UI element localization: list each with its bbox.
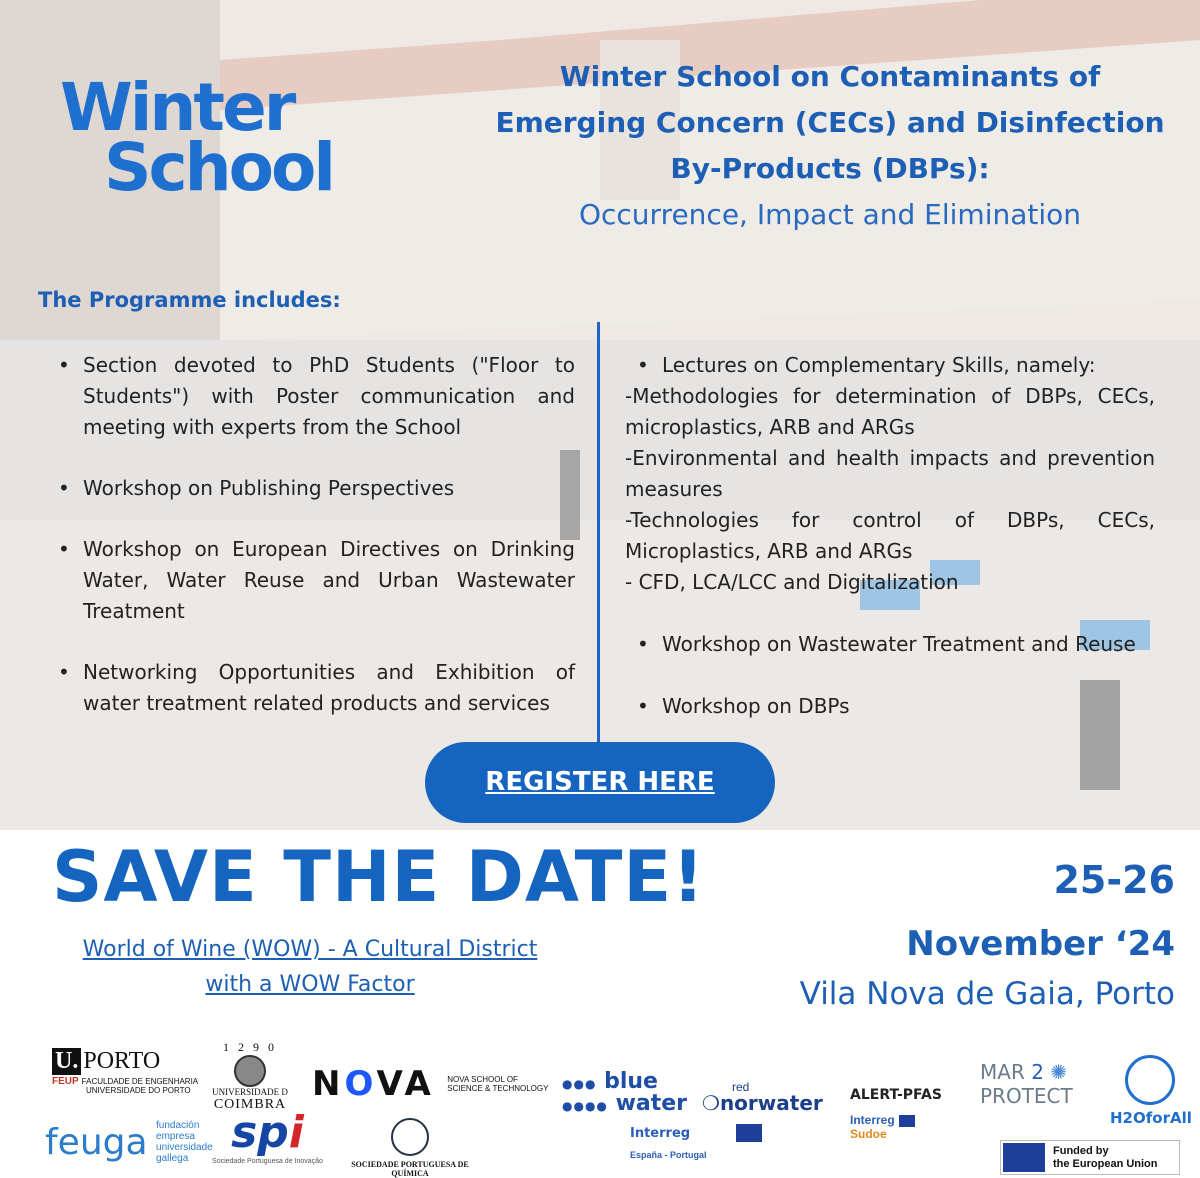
spi-sub: Sociedade Portuguesa de Inovação [212,1158,323,1165]
programme-item-text: Workshop on European Directives on Drinking Water, Water Reuse and Urban Wastewater Treatment [83,537,575,623]
skills-line: -Technologies for control of DBPs, CECs, Microplastics, ARB and ARGs [625,508,1155,563]
feup-mark: FEUP [52,1076,79,1087]
venue-link-line[interactable]: World of Wine (WOW) - A Cultural District [82,937,538,962]
skills-line: -Methodologies for determination of DBPs, CECs, microplastics, ARB and ARGs [625,384,1155,439]
title-line: By-Products (DBPs): [670,152,990,185]
programme-item [50,473,575,504]
event-month: November ‘24 [906,924,1175,964]
eu-funding-badge [1000,1140,1180,1175]
bluewater-l1: blue [604,1069,658,1094]
coimbra-logo [200,1040,300,1113]
mar2-mar: MAR [980,1060,1025,1084]
programme-item [50,350,575,443]
uporto-mark: U. [52,1048,81,1075]
programme-item-text: Workshop on DBPs [662,694,850,718]
alert-pfas-logo [850,1087,942,1141]
coimbra-years: 1 2 9 0 [223,1040,277,1054]
spacer [625,660,1155,691]
droplets-icon: ●●●● [562,1099,608,1113]
interreg-spain-portugal-logo [630,1124,762,1160]
venue-link-line[interactable]: with a WOW Factor [205,972,415,997]
interreg-region: España - Portugal [630,1150,707,1161]
mar2protect-logo [980,1060,1073,1108]
column-divider [597,322,600,742]
sparkle-icon: ✺ [1050,1060,1068,1084]
nova-n: N [312,1064,345,1104]
register-button[interactable]: REGISTER HERE [425,742,775,823]
uporto-logo [52,1048,202,1095]
event-dates [800,852,1175,1014]
feuga-logo [45,1120,213,1164]
alert-sudoe: Sudoe [850,1127,887,1141]
programme-item-text: Networking Opportunities and Exhibition of water treatment related products and services [83,660,575,715]
nova-sub1: NOVA SCHOOL OF [447,1075,518,1084]
bullet-icon: • [58,660,70,684]
eu-line2: the European Union [1053,1158,1158,1170]
h2oforall-logo [1110,1055,1190,1127]
spi-i: i [288,1107,304,1158]
spq-emblem-icon [391,1118,429,1156]
interreg-name: Interreg [630,1126,691,1142]
bullet-icon: • [58,353,70,377]
logo-word-winter: Winter [60,69,294,146]
spacer [625,598,1155,629]
skills-line: -Environmental and health impacts and prevention measures [625,446,1155,501]
bluewater-logo [562,1069,688,1116]
bullet-icon: • [58,476,70,500]
spq-logo [345,1118,475,1178]
bullet-icon: • [637,353,649,377]
spq-name: SOCIEDADE PORTUGUESA DE QUÍMICA [351,1160,469,1178]
norwater-logo [702,1080,823,1115]
feup-university: UNIVERSIDADE DO PORTO [86,1086,191,1095]
nova-logo [312,1064,552,1104]
feuga-line: universidade [156,1142,213,1153]
programme-item [625,350,1155,381]
programme-item [625,691,1155,722]
programme-item [625,629,1155,660]
save-the-date-heading: SAVE THE DATE! [52,836,706,918]
mar2-two: 2 [1031,1060,1044,1084]
programme-item-text: Workshop on Publishing Perspectives [83,476,455,500]
norwater-red: red [732,1080,750,1094]
coimbra-line1: UNIVERSIDADE D [212,1087,288,1097]
norwater-name: norwater [719,1091,823,1115]
coimbra-line2: COIMBRA [213,1097,287,1112]
event-location: Vila Nova de Gaia, Porto [799,976,1175,1012]
alert-interreg: Interreg [850,1113,895,1127]
feuga-line: gallega [156,1153,189,1164]
programme-item-text: Section devoted to PhD Students ("Floor to Students") with Poster communication and meeting with experts from the School [83,353,575,439]
droplets-icon: ●●● [562,1077,597,1091]
event-title [470,54,1190,238]
programme-item-text: Workshop on Wastewater Treatment and Reuse [662,632,1136,656]
event-subtitle: Occurrence, Impact and Elimination [578,198,1082,231]
programme-left-column [50,350,575,749]
event-days: 25-26 [1053,858,1175,902]
bullet-icon: • [637,632,649,656]
feuga-line: empresa [156,1131,195,1142]
programme-heading: The Programme includes: [38,288,341,312]
logo-word-school: School [104,129,333,206]
skills-line: - CFD, LCA/LCC and Digitalization [625,570,959,594]
title-line: Winter School on Contaminants of [559,60,1101,93]
feup-faculty: FACULDADE DE ENGENHARIA [81,1077,199,1086]
bluewater-l2: water [615,1091,688,1116]
spi-logo [205,1108,330,1165]
eu-flag-icon [1003,1143,1045,1172]
eu-flag-icon [736,1124,762,1142]
title-line: Emerging Concern (CECs) and Disinfection [495,106,1165,139]
programme-item-text: Lectures on Complementary Skills, namely: [662,353,1096,377]
water-drop-icon [1125,1055,1175,1105]
venue-link[interactable] [40,932,580,1002]
nova-o: O [344,1064,377,1104]
spi-sp: sp [231,1107,289,1158]
mar2-protect: PROTECT [980,1084,1073,1108]
wave-icon: ❍ [702,1091,720,1115]
seal-icon [234,1055,266,1087]
eu-flag-icon [899,1115,915,1127]
bullet-icon: • [58,537,70,561]
programme-item [50,657,575,719]
winter-school-logo [60,69,390,208]
feuga-line: fundación [156,1120,200,1131]
nova-sub2: SCIENCE & TECHNOLOGY [447,1084,549,1093]
nova-va: VA [376,1064,435,1104]
bullet-icon: • [637,694,649,718]
uporto-name: PORTO [83,1048,161,1074]
alert-pfas-name: ALERT-PFAS [850,1087,942,1103]
h2oforall-name: H2OforAll [1110,1109,1192,1127]
programme-right-column [625,350,1155,722]
feuga-name: feuga [45,1121,148,1163]
programme-item [50,534,575,627]
eu-line1: Funded by [1053,1145,1109,1157]
